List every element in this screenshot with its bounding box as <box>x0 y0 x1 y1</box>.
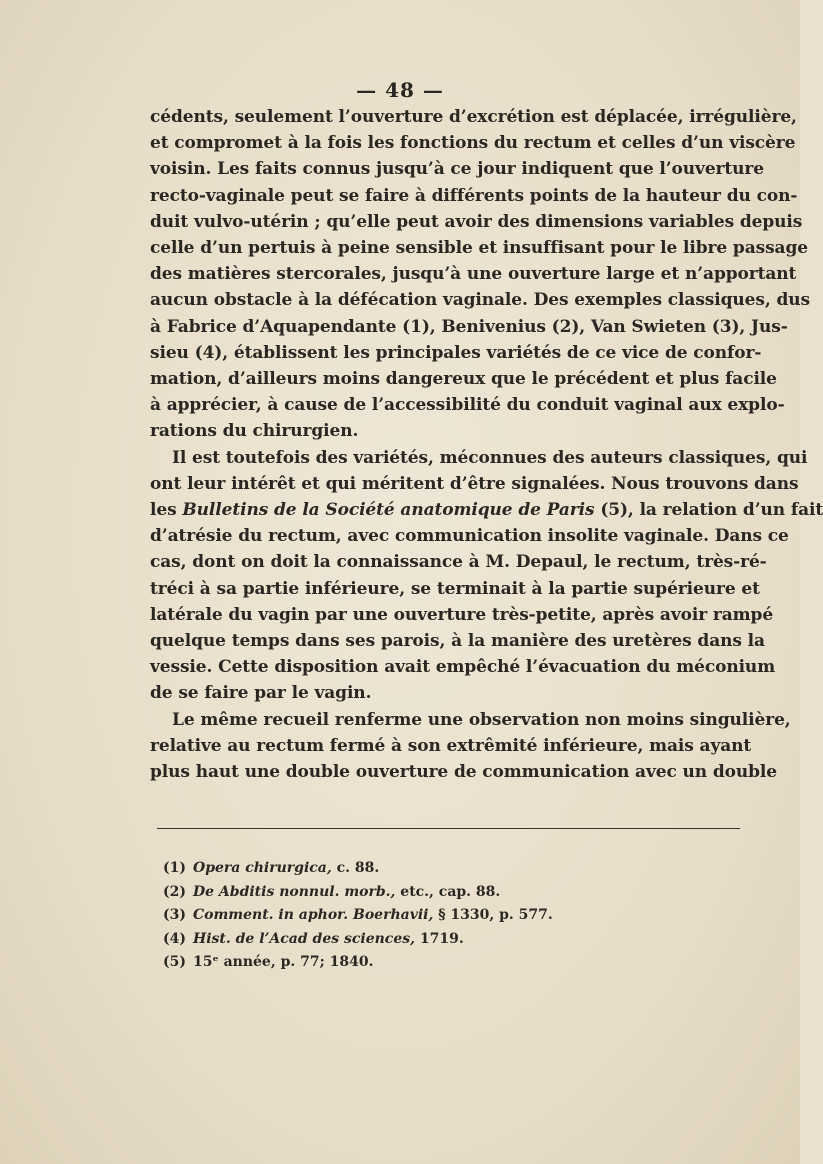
text-line: et compromet à la fois les fonctions du rectum et celles d’un viscère <box>150 133 796 154</box>
footnote <box>163 857 683 881</box>
text-line: tréci à sa partie inférieure, se terminait à la partie supérieure et <box>150 578 760 599</box>
text-line: Le même recueil renferme une observation non moins singulière, <box>172 709 791 730</box>
footnote-number: (2) <box>163 883 186 900</box>
text-line: plus haut une double ouverture de communication avec un double <box>150 762 777 783</box>
text-line: des matières stercorales, jusqu’à une ouverture large et n’apportant <box>150 264 797 285</box>
text-line: cas, dont on doit la connaissance à M. Depaul, le rectum, très-ré- <box>150 552 767 573</box>
text-line: rations du chirurgien. <box>150 421 359 442</box>
footnote-number: (4) <box>163 930 186 947</box>
text-line: aucun obstacle à la défécation vaginale. Des exemples classiques, dus <box>150 290 811 311</box>
page-number: — 48 — <box>356 78 444 102</box>
text-line: ont leur intérêt et qui méritent d’être signalées. Nous trouvons dans <box>150 473 799 494</box>
text-line: quelque temps dans ses parois, à la manière des uretères dans la <box>150 631 765 652</box>
text-line: sieu (4), établissent les principales variétés de ce vice de confor- <box>150 342 762 363</box>
footnote-divider <box>157 828 740 829</box>
footnote <box>163 881 683 905</box>
text-line: d’atrésie du rectum, avec communication insolite vaginale. Dans ce <box>150 526 789 547</box>
text-line <box>150 497 823 523</box>
footnote-source: Opera chirurgica, <box>193 860 332 876</box>
footnote-number: (3) <box>163 907 186 924</box>
text-fragment: les <box>150 500 183 521</box>
footnote-reference: etc., cap. 88. <box>395 883 501 900</box>
footnote <box>163 928 683 952</box>
text-line: relative au rectum fermé à son extrêmité inférieure, mais ayant <box>150 735 752 756</box>
text-line: voisin. Les faits connus jusqu’à ce jour indiquent que l’ouverture <box>150 159 764 180</box>
main-text <box>150 104 823 785</box>
footnote-reference: 15ᵉ année, p. 77; 1840. <box>193 954 374 971</box>
footnote-source: De Abditis nonnul. morb., <box>193 883 396 900</box>
footnote-number: (5) <box>163 954 186 971</box>
text-line: à Fabrice d’Aquapendante (1), Benivenius (2), Van Swieten (3), Jus- <box>150 316 788 337</box>
footnote-source: Hist. de l’Acad des sciences, <box>193 930 415 947</box>
text-fragment: (5), la relation d’un fait <box>594 500 823 521</box>
footnote-reference: § 1330, p. 577. <box>433 907 553 924</box>
text-line: celle d’un pertuis à peine sensible et insuffisant pour le libre passage <box>150 238 808 259</box>
text-line: Il est toutefois des variétés, méconnues des auteurs classiques, qui <box>172 447 808 468</box>
footnote-source: Comment. in aphor. Boerhavii, <box>193 907 434 924</box>
footnote-number: (1) <box>163 860 186 876</box>
text-line: latérale du vagin par une ouverture très-petite, après avoir rampé <box>150 604 774 625</box>
text-line: à apprécier, à cause de l’accessibilité du conduit vaginal aux explo- <box>150 395 785 416</box>
italic-title: Bulletins de la Société anatomique de Paris <box>182 500 595 521</box>
text-line: mation, d’ailleurs moins dangereux que le précédent et plus facile <box>150 369 777 390</box>
footnotes <box>163 857 683 975</box>
footnote-reference: c. 88. <box>331 860 380 876</box>
footnote-reference: 1719. <box>414 930 464 947</box>
text-line: cédents, seulement l’ouverture d’excrétion est déplacée, irrégulière, <box>150 107 797 127</box>
text-line: duit vulvo-utérin ; qu’elle peut avoir des dimensions variables depuis <box>150 211 803 232</box>
text-line: recto-vaginale peut se faire à différents points de la hauteur du con- <box>150 185 798 206</box>
footnote <box>163 951 683 975</box>
text-line: vessie. Cette disposition avait empêché l’évacuation du méconium <box>150 657 776 678</box>
text-line: de se faire par le vagin. <box>150 683 372 704</box>
footnote <box>163 904 683 928</box>
